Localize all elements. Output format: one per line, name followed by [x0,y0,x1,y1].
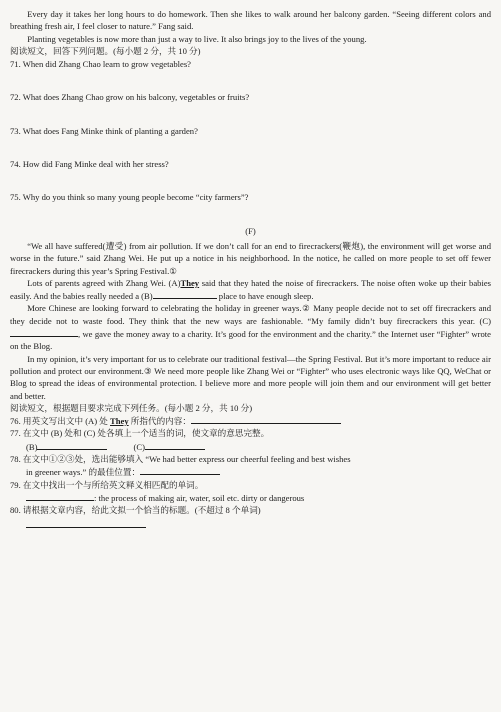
pronoun-they-q76: They [110,416,129,427]
answer-space-71[interactable] [10,70,491,90]
pronoun-they-a: They [180,277,200,288]
label-b: (B) [26,441,38,452]
passage-f-p2-start: Lots of parents agreed with Zhang Wei. (A) [27,277,181,288]
answer-space-74[interactable] [10,170,491,190]
passage-f-p2-mid: said that they hated the noise of firecrackers. The noise often woke up their babies easily. And the babies really needed a (B) [10,277,491,302]
passage-f-instruction: 阅读短文，根据题目要求完成下列任务。(每小题 2 分，共 10 分) [10,402,253,413]
question-78-continued [10,465,491,478]
question-76 [10,414,491,427]
question-78: 78. 在文中①②③处，选出能够填入 “We had better express our cheerful feeling and best wishes [10,454,351,465]
definition-text: : the process of making air, water, soil etc. dirty or dangerous [94,492,305,503]
question-73: 73. What does Fang Minke think of planting a garden? [10,125,198,136]
answer-blank-77c[interactable] [145,440,205,450]
passage-f-p3-start: More Chinese are looking forward to celebrating the holiday in greener ways.② Many people decide not to set off firecrackers and they decide not to waste food. They think that the new ways are fashionable. “My family didn’t buy firecrackers this year. (C) [10,303,491,326]
question-76-start: 76. 用英文写出文中 (A) 处 [10,416,111,427]
answer-space-73[interactable] [10,137,491,157]
passage-f-paragraph-2 [10,277,491,303]
question-78-cont-text: in greener ways.” 的最佳位置： [26,467,141,478]
question-80: 80. 请根据文章内容，给此文拟一个恰当的标题。(不超过 8 个单词) [10,505,261,516]
passage-f-paragraph-3 [10,302,491,352]
answer-blank-76[interactable] [191,414,341,424]
passage-f-p2-end: place to have enough sleep. [216,291,314,302]
label-c: (C) [133,441,145,452]
question-75: 75. Why do you think so many young people become “city farmers”? [10,192,249,203]
question-74: 74. How did Fang Minke deal with her stress? [10,159,169,170]
passage-f-label: (F) [245,225,256,236]
answer-blank-77b[interactable] [37,440,107,450]
answer-line-80[interactable] [26,517,146,528]
passage-e-paragraph-1: Every day it takes her long hours to do homework. Then she likes to walk around her balcony garden. “Seeing different colors and breathing fresh air, I feel closer to nature.” Fang said. [10,9,491,32]
question-79-definition [10,491,491,504]
question-77: 77. 在文中 (B) 处和 (C) 处各填上一个适当的词，使文章的意思完整。 [10,428,270,439]
question-71: 71. When did Zhang Chao learn to grow vegetables? [10,59,191,70]
passage-f-paragraph-4: In my opinion, it’s very important for us to celebrate our traditional festival—the Spring Festival. But it’s more important to reduce air pollution and protect our environment.③ We need more people like Zhang Wei or “Fighter” who uses electronic ways like QQ, WeChat or Blog to spread the ideas of environmental protection. I believe more and more people will join them and our environment will get better and better. [10,353,491,401]
answer-blank-79[interactable] [26,491,94,501]
question-72: 72. What does Zhang Chao grow on his balcony, vegetables or fruits? [10,92,250,103]
question-76-end: 所指代的内容： [128,416,191,427]
blank-c[interactable] [10,327,78,337]
question-80-answer [10,517,491,531]
answer-space-72[interactable] [10,104,491,124]
passage-f-paragraph-1: “We all have suffered(遭受) from air pollution. If we don’t call for an end to firecrackers(鞭炮), the environment will get worse and worse in the future.” said Zhang Wei. He put up a notice in his neighborhood. In the notice, he called on more people to set off fewer firecrackers during this year’s Spring Festival.① [10,240,491,276]
blank-b[interactable] [153,289,217,299]
answer-space-75[interactable] [10,204,491,218]
passage-e-instruction: 阅读短文，回答下列问题。(每小题 2 分，共 10 分) [10,45,201,56]
question-79: 79. 在文中找出一个与所给英文释义相匹配的单词。 [10,479,204,490]
passage-f-p3-end: , we gave the money away to a charity. It’s good for the environment and the charity.” the Internet user “Fighter” wrote on the Blog. [10,329,491,352]
question-77-blanks [10,440,491,453]
passage-e-paragraph-2: Planting vegetables is now more than just a way to live. It also brings joy to the lives of the young. [27,33,367,44]
answer-blank-78[interactable] [140,465,220,475]
